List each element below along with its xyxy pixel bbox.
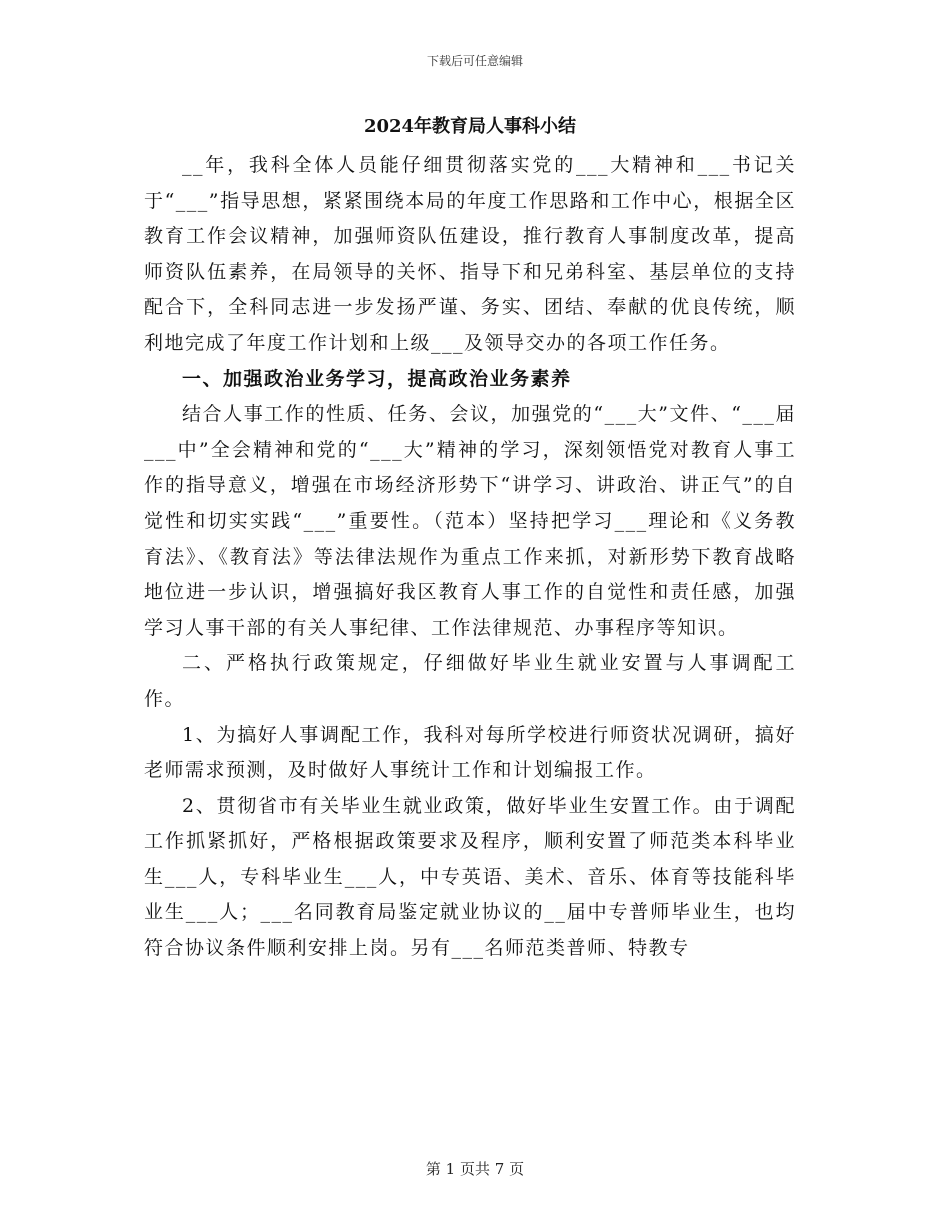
document-title: 2024年教育局人事科小结 xyxy=(363,116,577,137)
section-heading-2: 二、严格执行政策规定，仔细做好毕业生就业安置与人事调配工作。 xyxy=(144,652,796,710)
paragraph-item-2: 2、贯彻省市有关毕业生就业政策，做好毕业生安置工作。由于调配工作抓紧抓好，严格根据政策要求及程序，顺利安置了师范类本科毕业生___人，专科毕业生___人，中专英语、美术、音乐、体育等技能科毕业生___人；___名同教育局鉴定就业协议的__届中专普师毕业生，也均符合协议条件顺利安排上岗。另有___名师范类普师、特教专 xyxy=(144,794,796,960)
page-header-note: 下载后可任意编辑 xyxy=(426,54,523,68)
paragraph-section-1: 结合人事工作的性质、任务、会议，加强党的“___大”文件、“___届___中”全会精神和党的“___大”精神的学习，深刻领悟党对教育人事工作的指导意义，增强在市场经济形势下“讲学习、讲政治、讲正气”的自觉性和切实实践“___”重要性。（范本）坚持把学习___理论和《义务教育法》、《教育法》等法律法规作为重点工作来抓，对新形势下教育战略地位进一步认识，增强搞好我区教育人事工作的自觉性和责任感，加强学习人事干部的有关人事纪律、工作法律规范、办事程序等知识。 xyxy=(144,403,796,639)
section-heading-1: 一、加强政治业务学习，提高政治业务素养 xyxy=(182,367,572,390)
document-body xyxy=(144,112,796,967)
page-number-footer: 第 1 页共 7 页 xyxy=(425,1160,525,1178)
paragraph-item-1: 1、为搞好人事调配工作，我科对每所学校进行师资状况调研，搞好老师需求预测，及时做好人事统计工作和计划编报工作。 xyxy=(144,723,796,782)
paragraph-intro: __年，我科全体人员能仔细贯彻落实党的___大精神和___书记关于“___”指导思想，紧紧围绕本局的年度工作思路和工作中心，根据全区教育工作会议精神，加强师资队伍建设，推行教育人事制度改革，提高师资队伍素养，在局领导的关怀、指导下和兄弟科室、基层单位的支持配合下，全科同志进一步发扬严谨、务实、团结、奉献的优良传统，顺利地完成了年度工作计划和上级___及领导交办的各项工作任务。 xyxy=(144,154,796,354)
